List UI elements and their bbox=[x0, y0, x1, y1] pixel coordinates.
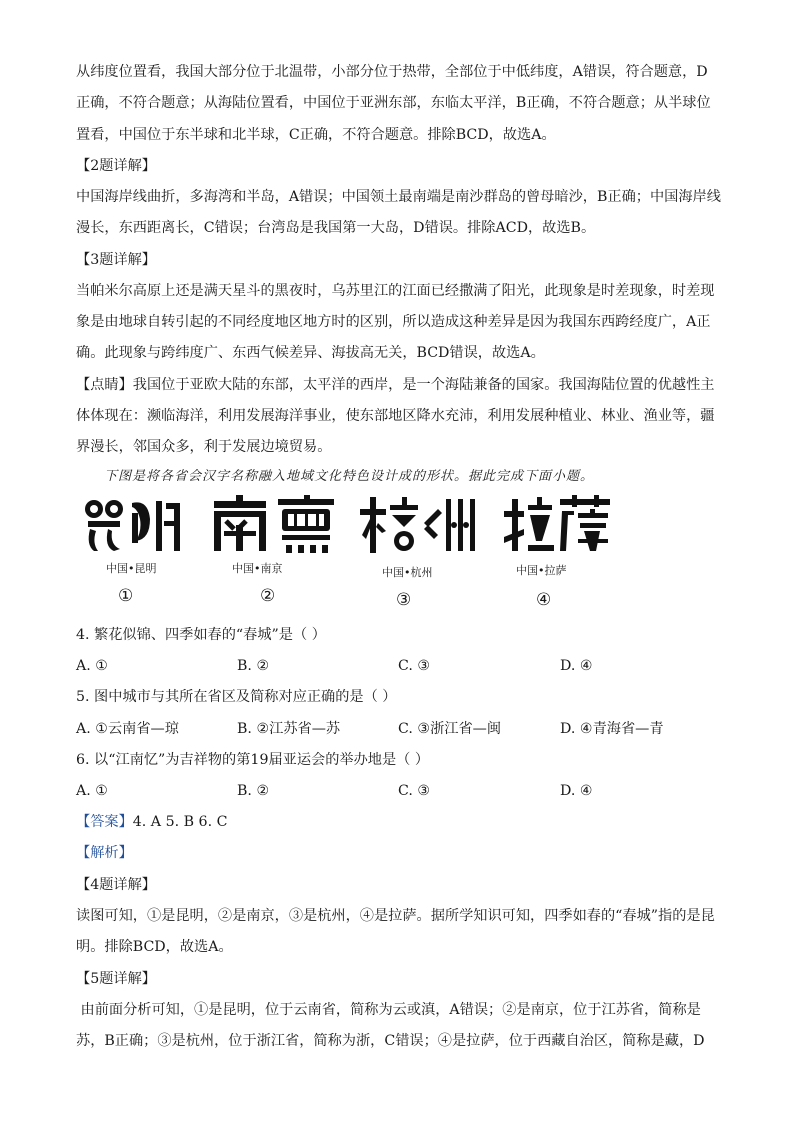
text-line: 苏，B正确；③是杭州，位于浙江省，简称为浙，C错误；④是拉萨，位于西藏自治区，简称是藏，D bbox=[76, 1033, 705, 1049]
question-5-option-c: C. ③浙江省—闽 bbox=[398, 721, 502, 737]
text-line: 当帕米尔高原上还是满天星斗的黑夜时，乌苏里江的江面已经撒满了阳光，此现象是时差现象，时差现 bbox=[76, 283, 715, 299]
text-line: 由前面分析可知，①是昆明，位于云南省，简称为云或滇，A错误；②是南京，位于江苏省，简称是 bbox=[76, 1002, 701, 1018]
question-5-option-d: D. ④青海省—青 bbox=[560, 721, 664, 737]
figure-number-1: ① bbox=[118, 586, 134, 606]
answer-line bbox=[76, 812, 722, 832]
text-line: 明。排除BCD，故选A。 bbox=[76, 939, 233, 955]
figure-caption: 下图是将各省会汉字名称融入地域文化特色设计成的形状。据此完成下面小题。 bbox=[104, 469, 595, 484]
text-line: 确。此现象与跨纬度广、东西气候差异、海拔高无关，BCD错误，故选A。 bbox=[76, 345, 545, 361]
question-4-option-c: C. ③ bbox=[398, 658, 431, 674]
text-line: 中国海岸线曲折，多海湾和半岛，A错误；中国领土最南端是南沙群岛的曾母暗沙，B正确；中国海岸线 bbox=[76, 189, 721, 205]
question-4-option-d: D. ④ bbox=[560, 658, 593, 674]
text-line: 读图可知，①是昆明，②是南京，③是杭州，④是拉萨。据所学知识可知，四季如春的“春城”指的是昆 bbox=[76, 908, 715, 924]
nanjing-logo-image bbox=[210, 495, 338, 557]
analysis-tag: 【解析】 bbox=[76, 845, 133, 861]
figure-number-3: ③ bbox=[396, 590, 412, 610]
section-heading: 【3题详解】 bbox=[76, 252, 156, 268]
figure-number-4: ④ bbox=[536, 590, 552, 610]
text-line: 象是由地球自转引起的不同经度地区地方时的区别，所以造成这种差异是因为我国东西跨经度广，A正 bbox=[76, 314, 711, 330]
question-4-option-a: A. ① bbox=[76, 658, 108, 674]
question-4-option-b: B. ② bbox=[237, 658, 270, 674]
section-heading: 【2题详解】 bbox=[76, 158, 156, 174]
question-6-option-a: A. ① bbox=[76, 783, 108, 799]
question-4-stem: 4. 繁花似锦、四季如春的“春城”是（ ） bbox=[76, 627, 326, 643]
kunming-label: 中国•昆明 bbox=[106, 562, 157, 575]
lhasa-label: 中国•拉萨 bbox=[516, 564, 567, 577]
text-line: 置看，中国位于东半球和北半球，C正确，不符合题意。排除BCD，故选A。 bbox=[76, 127, 556, 143]
nanjing-label: 中国•南京 bbox=[232, 562, 283, 575]
text-line: 从纬度位置看，我国大部分位于北温带，小部分位于热带，全部位于中低纬度，A错误，符合题意，D bbox=[76, 64, 708, 80]
text-line: 体体现在：濒临海洋，利用发展海洋事业，使东部地区降水充沛，利用发展种植业、林业、渔业等，疆 bbox=[76, 408, 715, 424]
answer-tag: 【答案】 bbox=[76, 814, 133, 830]
lhasa-logo-image bbox=[502, 495, 614, 557]
question-6-option-d: D. ④ bbox=[560, 783, 593, 799]
section-heading: 【5题详解】 bbox=[76, 971, 156, 987]
text-line: 正确，不符合题意；从海陆位置看，中国位于亚洲东部，东临太平洋，B正确，不符合题意；从半球位 bbox=[76, 95, 711, 111]
section-heading: 【4题详解】 bbox=[76, 877, 156, 893]
text-line: 漫长，东西距离长，C错误；台湾岛是我国第一大岛，D错误。排除ACD，故选B。 bbox=[76, 220, 596, 236]
answer-text: 4. A 5. B 6. C bbox=[132, 814, 228, 830]
question-5-option-b: B. ②江苏省—苏 bbox=[237, 721, 341, 737]
question-6-option-c: C. ③ bbox=[398, 783, 431, 799]
hangzhou-logo-image bbox=[358, 495, 480, 557]
figure-number-2: ② bbox=[260, 586, 276, 606]
question-6-option-b: B. ② bbox=[237, 783, 270, 799]
question-6-stem: 6. 以“江南忆”为吉祥物的第19届亚运会的举办地是（ ） bbox=[76, 752, 430, 768]
hangzhou-label: 中国•杭州 bbox=[382, 566, 433, 579]
question-5-option-a: A. ①云南省—琼 bbox=[76, 721, 179, 737]
text-line: 界漫长，邻国众多，利于发展边境贸易。 bbox=[76, 439, 332, 455]
kunming-logo-image bbox=[80, 495, 190, 557]
question-5-stem: 5. 图中城市与其所在省区及简称对应正确的是（ ） bbox=[76, 689, 397, 705]
text-line: 【点睛】我国位于亚欧大陆的东部，太平洋的西岸，是一个海陆兼备的国家。我国海陆位置的优越性主 bbox=[76, 377, 715, 393]
